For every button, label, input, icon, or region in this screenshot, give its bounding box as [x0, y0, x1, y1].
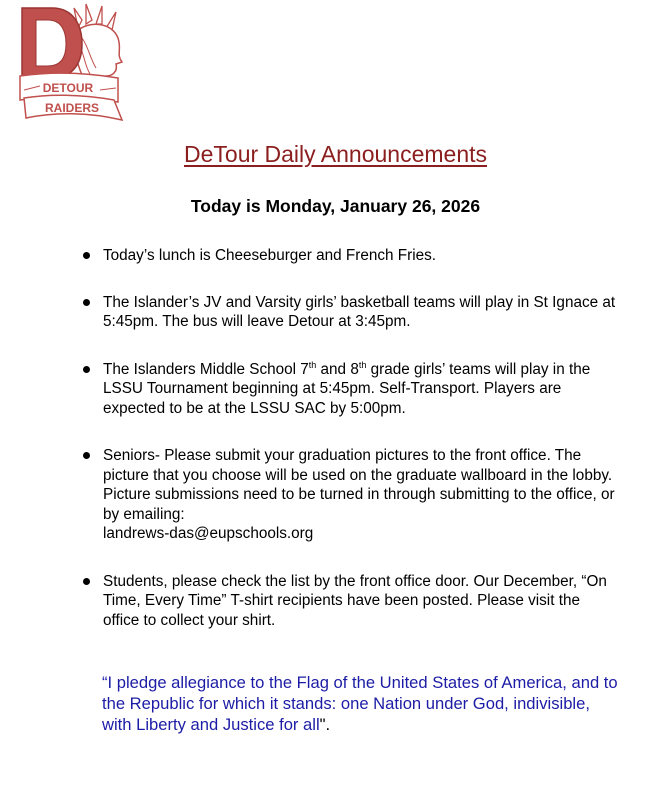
pledge-text: “I pledge allegiance to the Flag of the United States of America, and to the Republic for which it stands: one Nation under God, indivisible, with Liberty and Justice for all	[102, 673, 618, 734]
list-item	[78, 360, 618, 419]
date-line: Today is Monday, January 26, 2026	[190, 196, 481, 216]
email-link[interactable]: landrews-das@eupschools.org	[103, 525, 314, 542]
logo-line2: RAIDERS	[44, 101, 100, 115]
bullet-icon	[83, 452, 90, 459]
announcement-seniors: Seniors- Please submit your graduation pictures to the front office. The picture that you choose will be used on the graduate wallboard in the lobby. Picture submissions need to be turned in through submitting to the office, or by emailing:	[103, 447, 615, 523]
list-item	[78, 572, 618, 631]
pledge-of-allegiance	[102, 672, 622, 735]
list-item	[78, 446, 618, 544]
announcement-lunch: Today’s lunch is Cheeseburger and French Fries.	[103, 247, 437, 264]
bullet-icon	[83, 252, 90, 259]
bullet-icon	[83, 578, 90, 585]
bullet-icon	[83, 366, 90, 373]
announcement-list	[78, 246, 618, 630]
pledge-closing: ".	[319, 715, 331, 734]
page-title: DeTour Daily Announcements	[184, 141, 487, 167]
bullet-icon	[83, 299, 90, 306]
list-item	[78, 293, 618, 332]
announcement-middle-school: The Islanders Middle School 7th and 8th grade girls’ teams will play in the LSSU Tournament beginning at 5:45pm. Self-Transport. Players are expected to be at the LSSU SAC by 5:00pm.	[103, 359, 591, 417]
logo-line1: DETOUR	[42, 81, 94, 95]
detour-raiders-logo	[18, 2, 128, 128]
list-item	[78, 246, 618, 266]
announcement-basketball: The Islander’s JV and Varsity girls’ basketball teams will play in St Ignace at 5:45pm. The bus will leave Detour at 3:45pm.	[103, 293, 616, 330]
announcement-tshirts: Students, please check the list by the front office door. Our December, “On Time, Every Time” T-shirt recipients have been posted. Please visit the office to collect your shirt.	[103, 572, 607, 629]
